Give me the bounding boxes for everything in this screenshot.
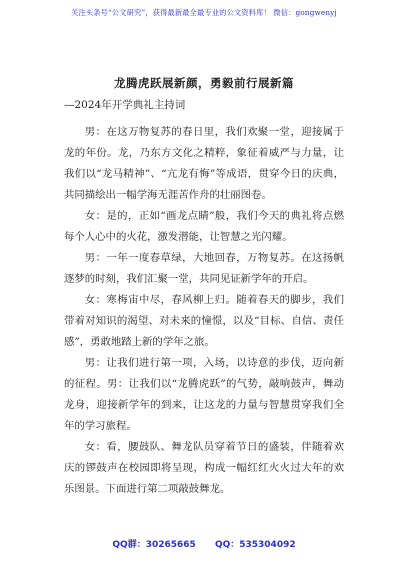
document-body	[64, 122, 344, 500]
footer-qq: QQ：535304092	[214, 540, 296, 550]
paragraph: 女：看，腰鼓队、舞龙队员穿着节日的盛装，伴随着欢庆的锣鼓声在校园即将呈现，构成一幅红红火火过大年的欢乐图景。下面进行第二项敲鼓舞龙。	[64, 441, 344, 495]
footer-qq-group: QQ群：30265665	[112, 540, 196, 550]
footer-contact	[0, 537, 408, 550]
top-banner: 关注头条号“公文研究”，获得最新最全最专业的公文资料库！ 微信：gongwenyj	[71, 8, 337, 17]
paragraph: 男：让我们进行第一项，入场，以诗意的步伐，迈向新的征程。男：让我们以“龙腾虎跃”的气势，敲响鼓声，舞动龙身，迎接新学年的到来，让这龙的力量与智慧贯穿我们全年的学习旅程。	[64, 357, 344, 432]
paragraph: 女：是的，正如“画龙点睛”般，我们今天的典礼将点燃每个人心中的火花，激发潜能，让智慧之光闪耀。	[64, 210, 344, 243]
document-title: 龙腾虎跃展新颜，勇毅前行展新篇	[114, 76, 294, 90]
document-subtitle: —2024年开学典礼主持词	[64, 99, 186, 111]
paragraph: 男：在这万物复苏的春日里，我们欢聚一堂，迎接属于龙的年份。龙，乃东方文化之精粹，象征着威严与力量，让我们以“龙马精神”、“亢龙有悔”等成语，贯穿今日的庆典，共同描绘出一幅学海无涯苦作舟的壮丽图卷。	[64, 126, 344, 201]
paragraph: 女：寒梅宙中尽，春风柳上归。随着春天的脚步，我们带着对知识的渴望、对未来的憧憬，以及“目标、自信、责任感”，勇敢地踏上新的学年之旅。	[64, 294, 344, 348]
paragraph: 男：一年一度春草绿，大地回春，万物复苏。在这扬帆逐梦的时刻，我们汇聚一堂，共同见证新学年的开启。	[64, 252, 344, 285]
